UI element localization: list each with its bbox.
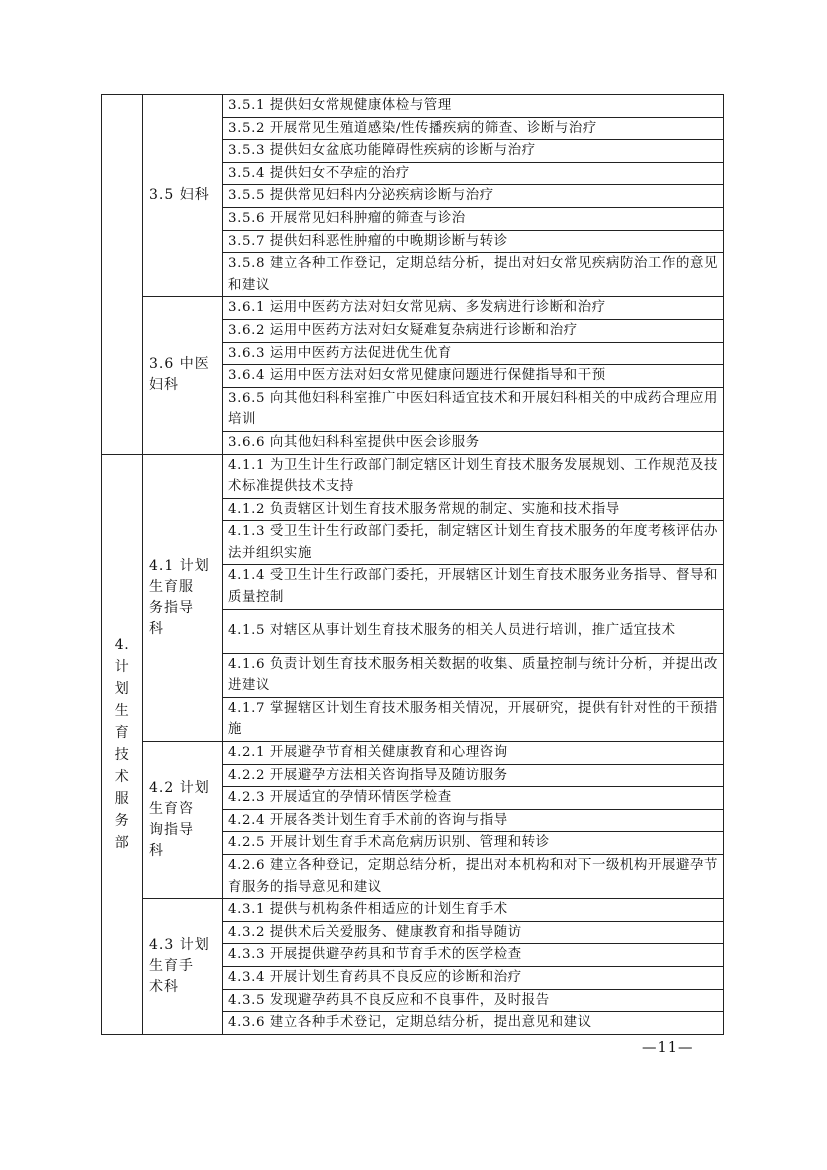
section-4-3-title-line: 生育手 — [149, 957, 194, 974]
page-number: —11— — [642, 1040, 694, 1056]
dept-cell-3 — [102, 95, 143, 455]
dept-4-char: 术 — [114, 769, 130, 786]
section-4-3-title — [143, 899, 223, 1035]
item-3-5-2: 3.5.2 开展常见生殖道感染/性传播疾病的筛查、诊断与治疗 — [223, 117, 724, 140]
item-3-5-5: 3.5.5 提供常见妇科内分泌疾病诊断与治疗 — [223, 185, 724, 208]
dept-4-char: 技 — [114, 747, 130, 764]
item-4-3-5: 4.3.5 发现避孕药具不良反应和不良事件，及时报告 — [223, 989, 724, 1012]
item-3-6-6: 3.6.6 向其他妇科科室提供中医会诊服务 — [223, 431, 724, 454]
item-3-5-3: 3.5.3 提供妇女盆底功能障碍性疾病的诊断与治疗 — [223, 140, 724, 163]
dept-4-char: 务 — [114, 813, 130, 830]
item-4-1-1: 4.1.1 为卫生计生行政部门制定辖区计划生育技术服务发展规划、工作规范及技术标准提供技术支持 — [223, 454, 724, 498]
section-4-2-title-line: 科 — [149, 843, 164, 860]
item-3-6-1: 3.6.1 运用中医药方法对妇女常见病、多发病进行诊断和治疗 — [223, 297, 724, 320]
item-4-1-4: 4.1.4 受卫生计生行政部门委托，开展辖区计划生育技术服务业务指导、督导和质量控制 — [223, 565, 724, 609]
dept-4-char: 划 — [114, 681, 130, 698]
item-3-6-3: 3.6.3 运用中医药方法促进优生优育 — [223, 342, 724, 365]
dept-4-char: 生 — [114, 703, 130, 720]
item-4-2-2: 4.2.2 开展避孕方法相关咨询指导及随访服务 — [223, 764, 724, 787]
dept-4-char: 4. — [114, 637, 130, 654]
item-4-3-6: 4.3.6 建立各种手术登记，定期总结分析，提出意见和建议 — [223, 1012, 724, 1035]
dept-4-char: 计 — [114, 659, 130, 676]
item-4-3-2: 4.3.2 提供术后关爱服务、健康教育和指导随访 — [223, 921, 724, 944]
item-4-2-1: 4.2.1 开展避孕节育相关健康教育和心理咨询 — [223, 742, 724, 765]
item-4-2-6: 4.2.6 建立各种登记，定期总结分析，提出对本机构和对下一级机构开展避孕节育服务的指导意见和建议 — [223, 855, 724, 899]
section-4-1-title-line: 务指导 — [149, 599, 194, 616]
item-4-3-4: 4.3.4 开展计划生育药具不良反应的诊断和治疗 — [223, 966, 724, 989]
functions-table — [101, 94, 724, 1035]
item-4-3-1: 4.3.1 提供与机构条件相适应的计划生育手术 — [223, 899, 724, 922]
section-3-5-title: 3.5 妇科 — [143, 95, 223, 297]
dept-4-title — [102, 454, 143, 1034]
item-4-1-6: 4.1.6 负责计划生育技术服务相关数据的收集、质量控制与统计分析，并提出改进建议 — [223, 653, 724, 697]
section-3-6-title-line: 3.6 中医 — [149, 356, 210, 373]
section-4-2-title-line: 生育咨 — [149, 801, 194, 818]
item-4-1-7: 4.1.7 掌握辖区计划生育技术服务相关情况，开展研究，提供有针对性的干预措施 — [223, 697, 724, 741]
item-3-5-1: 3.5.1 提供妇女常规健康体检与管理 — [223, 95, 724, 118]
section-4-1-title — [143, 454, 223, 742]
section-4-3-title-line: 4.3 计划 — [149, 936, 210, 953]
item-3-6-5: 3.6.5 向其他妇科科室推广中医妇科适宜技术和开展妇科相关的中成药合理应用培训 — [223, 387, 724, 431]
section-4-2-title — [143, 742, 223, 899]
item-3-5-8: 3.5.8 建立各种工作登记，定期总结分析，提出对妇女常见疾病防治工作的意见和建议 — [223, 253, 724, 297]
item-4-2-4: 4.2.4 开展各类计划生育手术前的咨询与指导 — [223, 809, 724, 832]
section-4-2-title-line: 4.2 计划 — [149, 780, 210, 797]
item-3-6-4: 3.6.4 运用中医方法对妇女常见健康问题进行保健指导和干预 — [223, 365, 724, 388]
item-3-6-2: 3.6.2 运用中医药方法对妇女疑难复杂病进行诊断和治疗 — [223, 319, 724, 342]
item-4-2-3: 4.2.3 开展适宜的孕情环情医学检查 — [223, 787, 724, 810]
item-4-1-5: 4.1.5 对辖区从事计划生育技术服务的相关人员进行培训，推广适宜技术 — [223, 609, 724, 653]
dept-4-char: 部 — [114, 835, 130, 852]
section-4-2-title-line: 询指导 — [149, 822, 194, 839]
section-4-1-title-line: 生育服 — [149, 578, 194, 595]
dept-4-char: 育 — [114, 725, 130, 742]
item-3-5-6: 3.5.6 开展常见妇科肿瘤的筛查与诊治 — [223, 207, 724, 230]
item-4-2-5: 4.2.5 开展计划生育手术高危病历识别、管理和转诊 — [223, 832, 724, 855]
section-4-1-title-line: 4.1 计划 — [149, 557, 210, 574]
item-3-5-7: 3.5.7 提供妇科恶性肿瘤的中晚期诊断与转诊 — [223, 230, 724, 253]
section-3-6-title-line: 妇科 — [149, 377, 179, 394]
item-3-5-4: 3.5.4 提供妇女不孕症的治疗 — [223, 162, 724, 185]
section-4-3-title-line: 术科 — [149, 978, 179, 995]
section-3-6-title — [143, 297, 223, 454]
item-4-1-2: 4.1.2 负责辖区计划生育技术服务常规的制定、实施和技术指导 — [223, 498, 724, 521]
item-4-3-3: 4.3.3 开展提供避孕药具和节育手术的医学检查 — [223, 944, 724, 967]
section-4-1-title-line: 科 — [149, 620, 164, 637]
dept-4-char: 服 — [114, 791, 130, 808]
item-4-1-3: 4.1.3 受卫生计生行政部门委托，制定辖区计划生育技术服务的年度考核评估办法并组织实施 — [223, 521, 724, 565]
